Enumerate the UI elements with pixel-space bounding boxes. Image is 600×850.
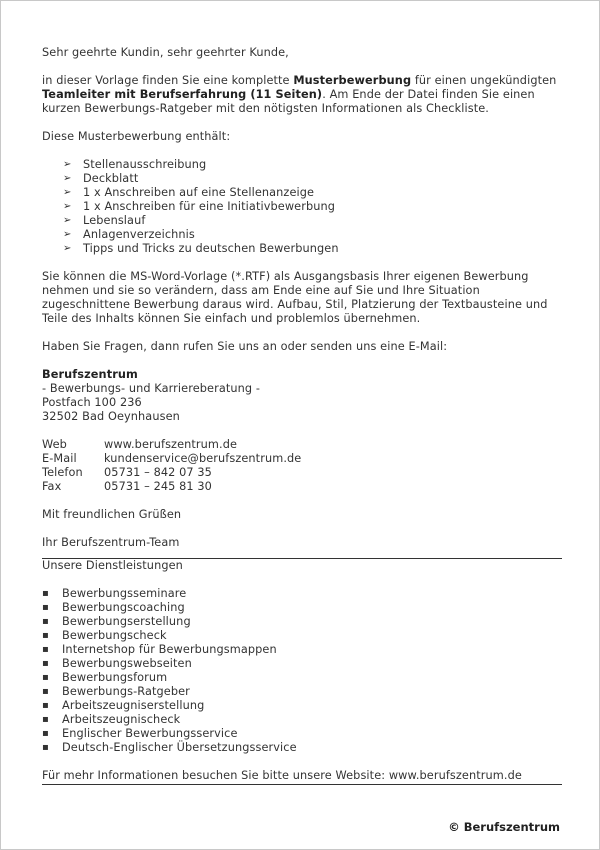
list-item: ▪ Bewerbungsforum (42, 671, 168, 684)
contact-label: Web (42, 438, 67, 451)
contact-label: Fax (42, 480, 62, 493)
list-item: ➢ Tipps und Tricks zu deutschen Bewerbungen (63, 242, 339, 255)
arrow-bullet-icon: ➢ (63, 159, 72, 170)
list-item: ➢ Lebenslauf (63, 214, 146, 227)
contact-row-web (42, 438, 301, 452)
arrow-bullet-icon: ➢ (63, 243, 72, 254)
contact-label: E-Mail (42, 452, 77, 465)
square-bullet-icon: ▪ (42, 630, 49, 641)
list-item: ▪ Bewerbungswebseiten (42, 657, 192, 670)
more-info-link[interactable]: Für mehr Informationen besuchen Sie bitte unsere Website: www.berufszentrum.de (42, 769, 522, 782)
questions-paragraph: Haben Sie Fragen, dann rufen Sie uns an oder senden uns eine E-Mail: (42, 340, 448, 353)
list-item: ▪ Internetshop für Bewerbungsmappen (42, 643, 277, 656)
square-bullet-icon: ▪ (42, 588, 49, 599)
list-item: ➢ Stellenausschreibung (63, 158, 207, 171)
company-postbox: Postfach 100 236 (42, 396, 142, 409)
arrow-bullet-icon: ➢ (63, 187, 72, 198)
square-bullet-icon: ▪ (42, 644, 49, 655)
contents-heading: Diese Musterbewerbung enthält: (42, 130, 231, 143)
services-heading: Unsere Dienstleistungen (42, 559, 183, 572)
list-item: ▪ Deutsch-Englischer Übersetzungsservice (42, 741, 297, 754)
list-item: ▪ Bewerbungs-Ratgeber (42, 685, 190, 698)
list-item: ▪ Arbeitszeugniserstellung (42, 699, 205, 712)
arrow-bullet-icon: ➢ (63, 229, 72, 240)
list-item: ➢ Deckblatt (63, 172, 139, 185)
company-city: 32502 Bad Oeynhausen (42, 410, 180, 423)
services-list (42, 587, 562, 755)
list-item: ▪ Bewerbungscoaching (42, 601, 185, 614)
square-bullet-icon: ▪ (42, 672, 49, 683)
list-item: ▪ Bewerbungscheck (42, 629, 167, 642)
company-name: Berufszentrum (42, 368, 138, 381)
contact-value-fax: 05731 – 245 81 30 (104, 480, 212, 493)
list-item: ▪ Bewerbungsseminare (42, 587, 187, 600)
arrow-bullet-icon: ➢ (63, 215, 72, 226)
contact-row-email (42, 452, 301, 466)
closing: Mit freundlichen Grüßen (42, 508, 182, 521)
contact-table (42, 438, 301, 494)
contact-row-fax (42, 480, 301, 494)
arrow-bullet-icon: ➢ (63, 201, 72, 212)
contact-value-phone: 05731 – 842 07 35 (104, 466, 212, 479)
square-bullet-icon: ▪ (42, 658, 49, 669)
list-item: ➢ 1 x Anschreiben auf eine Stellenanzeige (63, 186, 315, 199)
arrow-bullet-icon: ➢ (63, 173, 72, 184)
document-body (42, 46, 562, 785)
intro-paragraph (42, 74, 562, 116)
square-bullet-icon: ▪ (42, 616, 49, 627)
list-item: ➢ 1 x Anschreiben für eine Initiativbewerbung (63, 200, 336, 213)
salutation: Sehr geehrte Kundin, sehr geehrter Kunde, (42, 46, 289, 59)
square-bullet-icon: ▪ (42, 686, 49, 697)
contact-value-email[interactable]: kundenservice@berufszentrum.de (104, 452, 302, 465)
company-address (42, 368, 562, 424)
company-tagline: - Bewerbungs- und Karriereberatung - (42, 382, 261, 395)
usage-paragraph: Sie können die MS-Word-Vorlage (*.RTF) als Ausgangsbasis Ihrer eigenen Bewerbung nehmen und sie so verändern, dass am Ende eine auf Sie und Ihre Situation zugeschnittene Bewerbung daraus wird. Aufbau, Stil, Platzierung der Textbausteine und Teile des Inhalts können Sie einfach und problemlos übernehmen. (42, 270, 548, 325)
intro-text-1: in dieser Vorlage finden Sie eine komplette (42, 74, 294, 87)
contact-row-phone (42, 466, 301, 480)
square-bullet-icon: ▪ (42, 714, 49, 725)
square-bullet-icon: ▪ (42, 742, 49, 753)
intro-bold-musterbewerbung: Musterbewerbung (293, 74, 412, 87)
intro-text-3: . Am Ende der Datei finden Sie einen kurzen Bewerbungs-Ratgeber mit den nötigsten Informationen als Checkliste. (42, 88, 535, 115)
list-item: ▪ Arbeitszeugnischeck (42, 713, 181, 726)
square-bullet-icon: ▪ (42, 728, 49, 739)
list-item: ➢ Anlagenverzeichnis (63, 228, 195, 241)
list-item: ▪ Bewerbungserstellung (42, 615, 191, 628)
signature: Ihr Berufszentrum-Team (42, 536, 180, 549)
square-bullet-icon: ▪ (42, 602, 49, 613)
footer-divider (42, 784, 562, 785)
contact-value-web[interactable]: www.berufszentrum.de (104, 438, 238, 451)
intro-text-2: für einen ungekündigten (411, 74, 557, 87)
intro-bold-teamleiter: Teamleiter mit Berufserfahrung (11 Seiten) (42, 88, 323, 101)
copyright-notice: © Berufszentrum (448, 820, 560, 834)
list-item: ▪ Englischer Bewerbungsservice (42, 727, 238, 740)
contact-label: Telefon (42, 466, 83, 479)
contents-list (63, 158, 562, 256)
square-bullet-icon: ▪ (42, 700, 49, 711)
